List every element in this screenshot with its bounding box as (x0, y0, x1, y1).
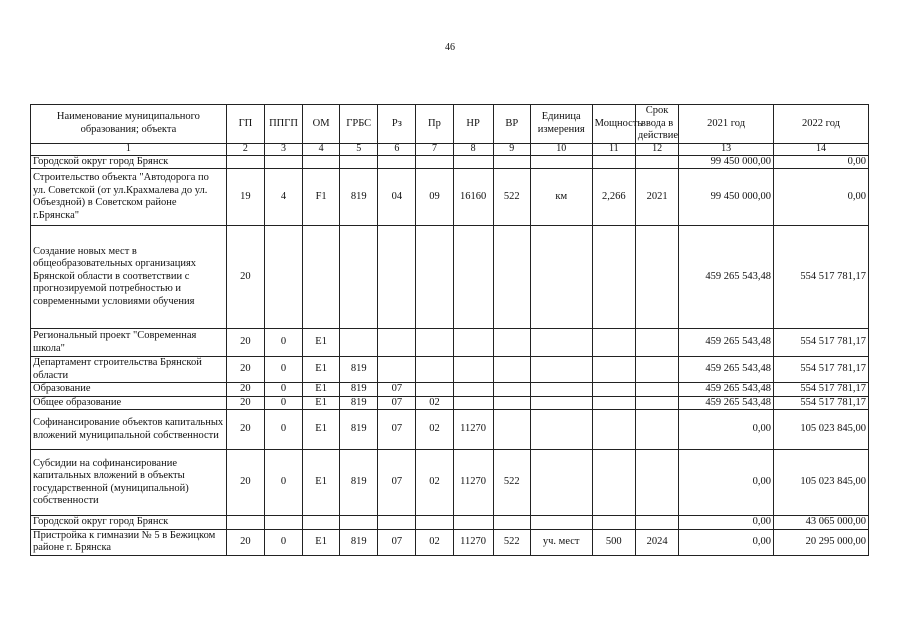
cell-unit (530, 329, 592, 357)
cell-power (592, 357, 635, 383)
cell-y2022: 0,00 (774, 169, 869, 226)
cell-nr: 11270 (453, 450, 493, 516)
cell-nr: 11270 (453, 529, 493, 555)
cell-name: Департамент строительства Брянской области (31, 357, 227, 383)
cell-unit (530, 450, 592, 516)
cell-gp: 20 (226, 396, 264, 410)
cell-vr: 522 (493, 529, 530, 555)
cell-term (635, 396, 678, 410)
cell-pr (416, 383, 453, 397)
cell-gp: 20 (226, 226, 264, 329)
cell-gp (226, 516, 264, 530)
column-number: 13 (679, 143, 774, 155)
column-number: 8 (453, 143, 493, 155)
cell-y2022: 20 295 000,00 (774, 529, 869, 555)
cell-gp: 20 (226, 529, 264, 555)
cell-y2022: 43 065 000,00 (774, 516, 869, 530)
cell-vr: 522 (493, 169, 530, 226)
cell-y2021: 0,00 (679, 410, 774, 450)
cell-term (635, 226, 678, 329)
cell-grbs: 819 (340, 450, 378, 516)
cell-power: 500 (592, 529, 635, 555)
cell-y2022: 554 517 781,17 (774, 396, 869, 410)
cell-y2021: 0,00 (679, 516, 774, 530)
table-row (31, 450, 869, 516)
cell-gp: 20 (226, 450, 264, 516)
cell-y2021: 459 265 543,48 (679, 396, 774, 410)
header-row (31, 105, 869, 144)
cell-y2022: 554 517 781,17 (774, 357, 869, 383)
cell-name: Софинансирование объектов капитальных вложений муниципальной собственности (31, 410, 227, 450)
cell-gp: 20 (226, 357, 264, 383)
cell-rz (378, 226, 416, 329)
cell-rz: 07 (378, 383, 416, 397)
cell-om: E1 (303, 410, 340, 450)
table-row (31, 396, 869, 410)
cell-term (635, 450, 678, 516)
cell-ppgp: 0 (264, 329, 302, 357)
column-number: 10 (530, 143, 592, 155)
header-grbs: ГРБС (340, 105, 378, 144)
cell-vr (493, 410, 530, 450)
cell-unit (530, 516, 592, 530)
cell-pr: 02 (416, 396, 453, 410)
cell-name: Городской округ город Брянск (31, 516, 227, 530)
cell-term (635, 410, 678, 450)
cell-om: E1 (303, 450, 340, 516)
cell-ppgp (264, 155, 302, 169)
cell-rz: 07 (378, 529, 416, 555)
cell-om: F1 (303, 169, 340, 226)
cell-gp: 20 (226, 329, 264, 357)
cell-y2021: 459 265 543,48 (679, 357, 774, 383)
table-row (31, 357, 869, 383)
cell-rz (378, 516, 416, 530)
cell-name: Городской округ город Брянск (31, 155, 227, 169)
header-gp: ГП (226, 105, 264, 144)
cell-ppgp: 0 (264, 383, 302, 397)
table-row (31, 383, 869, 397)
cell-y2022: 554 517 781,17 (774, 383, 869, 397)
cell-pr: 02 (416, 529, 453, 555)
cell-nr (453, 396, 493, 410)
cell-unit (530, 226, 592, 329)
cell-unit (530, 155, 592, 169)
cell-power (592, 396, 635, 410)
cell-y2022: 105 023 845,00 (774, 450, 869, 516)
table-row (31, 529, 869, 555)
cell-term: 2021 (635, 169, 678, 226)
column-number: 12 (635, 143, 678, 155)
cell-power (592, 450, 635, 516)
column-number: 5 (340, 143, 378, 155)
cell-power (592, 383, 635, 397)
cell-y2021: 0,00 (679, 529, 774, 555)
cell-power (592, 155, 635, 169)
cell-vr (493, 516, 530, 530)
column-number: 2 (226, 143, 264, 155)
cell-vr (493, 155, 530, 169)
cell-pr (416, 516, 453, 530)
header-vr: ВР (493, 105, 530, 144)
cell-pr: 02 (416, 410, 453, 450)
column-number: 1 (31, 143, 227, 155)
cell-grbs: 819 (340, 169, 378, 226)
cell-name: Создание новых мест в общеобразовательных организациях Брянской области в соответствии с прогнозируемой потребностью и современными условиями обучения (31, 226, 227, 329)
cell-unit: км (530, 169, 592, 226)
cell-y2021: 459 265 543,48 (679, 329, 774, 357)
cell-y2021: 99 450 000,00 (679, 169, 774, 226)
table-row (31, 226, 869, 329)
cell-term (635, 329, 678, 357)
cell-name: Региональный проект "Современная школа" (31, 329, 227, 357)
cell-grbs: 819 (340, 357, 378, 383)
header-ppgp: ППГП (264, 105, 302, 144)
cell-vr (493, 383, 530, 397)
cell-pr: 02 (416, 450, 453, 516)
column-number: 4 (303, 143, 340, 155)
cell-power (592, 410, 635, 450)
cell-pr: 09 (416, 169, 453, 226)
cell-gp: 19 (226, 169, 264, 226)
table-row (31, 169, 869, 226)
cell-unit: уч. мест (530, 529, 592, 555)
cell-y2022: 554 517 781,17 (774, 226, 869, 329)
cell-nr: 16160 (453, 169, 493, 226)
cell-rz: 07 (378, 396, 416, 410)
cell-pr (416, 329, 453, 357)
cell-gp (226, 155, 264, 169)
cell-unit (530, 410, 592, 450)
cell-pr (416, 357, 453, 383)
cell-unit (530, 357, 592, 383)
cell-name: Образование (31, 383, 227, 397)
header-term: Срок ввода в действие (635, 105, 678, 144)
cell-gp: 20 (226, 383, 264, 397)
cell-power (592, 516, 635, 530)
cell-pr (416, 155, 453, 169)
cell-om: E1 (303, 529, 340, 555)
cell-vr (493, 226, 530, 329)
cell-vr (493, 396, 530, 410)
column-number: 6 (378, 143, 416, 155)
cell-term (635, 357, 678, 383)
cell-nr (453, 357, 493, 383)
cell-pr (416, 226, 453, 329)
cell-nr (453, 329, 493, 357)
cell-nr (453, 155, 493, 169)
cell-power (592, 329, 635, 357)
cell-grbs: 819 (340, 410, 378, 450)
table-row (31, 410, 869, 450)
cell-y2021: 99 450 000,00 (679, 155, 774, 169)
cell-rz: 07 (378, 410, 416, 450)
header-power: Мощность (592, 105, 635, 144)
cell-om: E1 (303, 357, 340, 383)
cell-ppgp: 0 (264, 410, 302, 450)
cell-om (303, 155, 340, 169)
cell-om: E1 (303, 396, 340, 410)
cell-nr (453, 516, 493, 530)
column-number: 3 (264, 143, 302, 155)
cell-power: 2,266 (592, 169, 635, 226)
cell-term: 2024 (635, 529, 678, 555)
cell-ppgp (264, 226, 302, 329)
column-number: 11 (592, 143, 635, 155)
cell-ppgp: 0 (264, 396, 302, 410)
cell-ppgp: 4 (264, 169, 302, 226)
cell-name: Общее образование (31, 396, 227, 410)
cell-term (635, 383, 678, 397)
cell-vr (493, 329, 530, 357)
cell-nr: 11270 (453, 410, 493, 450)
page-number: 46 (445, 42, 455, 53)
header-pr: Пр (416, 105, 453, 144)
cell-nr (453, 226, 493, 329)
cell-rz: 04 (378, 169, 416, 226)
table-row (31, 155, 869, 169)
cell-unit (530, 383, 592, 397)
cell-name: Строительство объекта "Автодорога по ул. Советской (от ул.Крахмалева до ул. Объездной) в Советском районе г.Брянска" (31, 169, 227, 226)
cell-grbs: 819 (340, 396, 378, 410)
cell-vr: 522 (493, 450, 530, 516)
cell-ppgp: 0 (264, 357, 302, 383)
header-2022: 2022 год (774, 105, 869, 144)
header-nr: НР (453, 105, 493, 144)
cell-rz: 07 (378, 450, 416, 516)
cell-y2022: 105 023 845,00 (774, 410, 869, 450)
cell-grbs (340, 155, 378, 169)
cell-term (635, 155, 678, 169)
cell-om (303, 226, 340, 329)
cell-grbs: 819 (340, 529, 378, 555)
header-unit: Единица измерения (530, 105, 592, 144)
cell-nr (453, 383, 493, 397)
table-row (31, 329, 869, 357)
cell-vr (493, 357, 530, 383)
cell-name: Пристройка к гимназии № 5 в Бежицком районе г. Брянска (31, 529, 227, 555)
budget-table (30, 104, 869, 556)
cell-term (635, 516, 678, 530)
cell-om (303, 516, 340, 530)
column-number: 14 (774, 143, 869, 155)
cell-y2022: 554 517 781,17 (774, 329, 869, 357)
header-2021: 2021 год (679, 105, 774, 144)
cell-rz (378, 357, 416, 383)
cell-gp: 20 (226, 410, 264, 450)
cell-y2021: 459 265 543,48 (679, 383, 774, 397)
header-rz: Рз (378, 105, 416, 144)
cell-ppgp: 0 (264, 450, 302, 516)
cell-om: E1 (303, 329, 340, 357)
cell-y2021: 459 265 543,48 (679, 226, 774, 329)
cell-y2021: 0,00 (679, 450, 774, 516)
cell-om: E1 (303, 383, 340, 397)
table-row (31, 516, 869, 530)
column-number-row (31, 143, 869, 155)
cell-name: Субсидии на софинансирование капитальных вложений в объекты государственной (муниципальной) собственности (31, 450, 227, 516)
cell-y2022: 0,00 (774, 155, 869, 169)
cell-grbs (340, 516, 378, 530)
cell-ppgp: 0 (264, 529, 302, 555)
column-number: 9 (493, 143, 530, 155)
cell-grbs (340, 226, 378, 329)
cell-unit (530, 396, 592, 410)
column-number: 7 (416, 143, 453, 155)
header-name: Наименование муниципального образования; объекта (31, 105, 227, 144)
cell-grbs (340, 329, 378, 357)
cell-rz (378, 155, 416, 169)
cell-grbs: 819 (340, 383, 378, 397)
cell-rz (378, 329, 416, 357)
cell-power (592, 226, 635, 329)
header-om: ОМ (303, 105, 340, 144)
cell-ppgp (264, 516, 302, 530)
